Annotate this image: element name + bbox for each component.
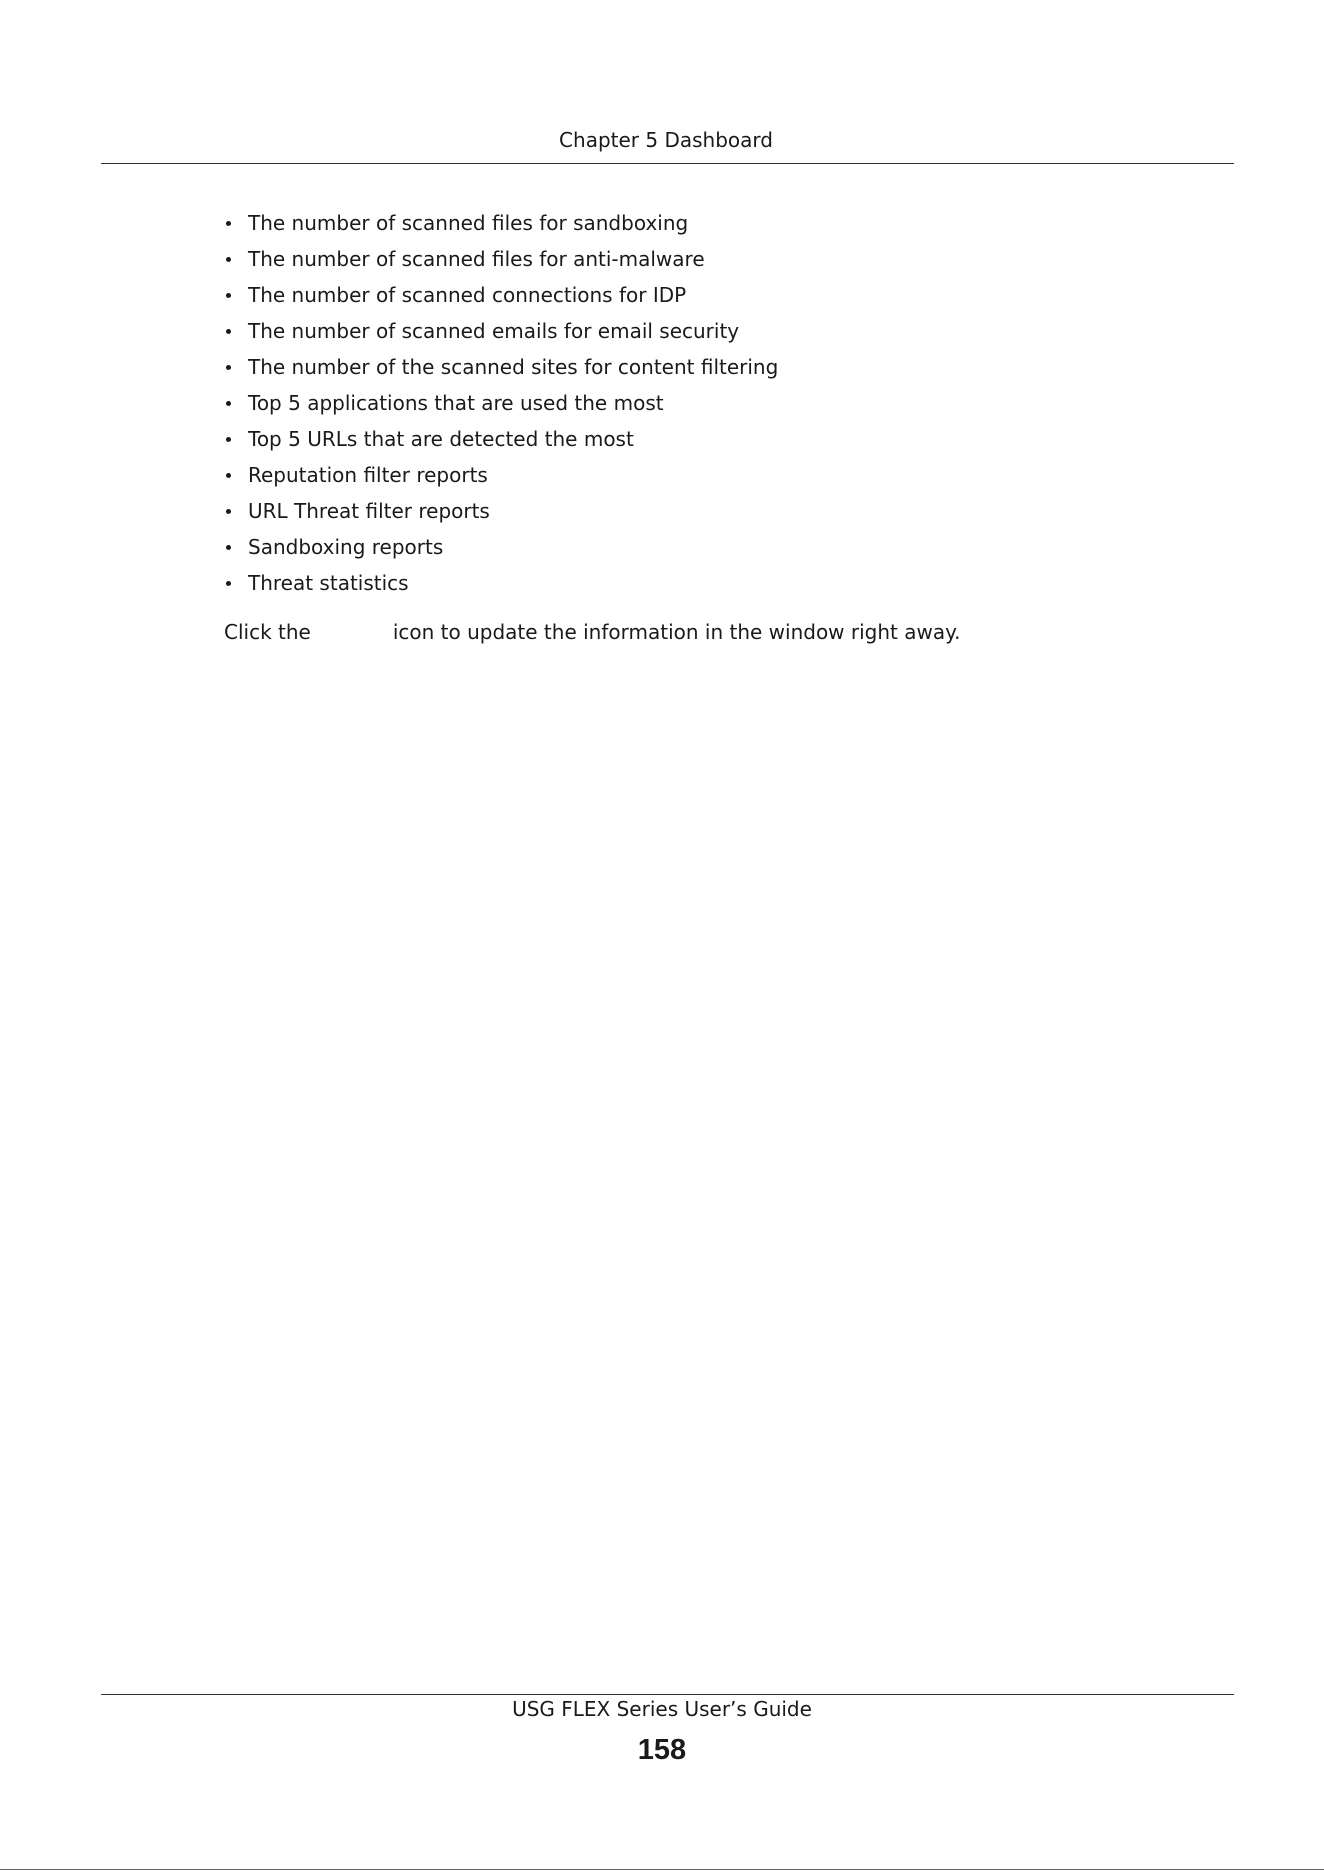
list-item: The number of the scanned sites for content filtering [222,352,778,388]
list-item: The number of scanned files for sandboxing [222,208,778,244]
feature-list [222,208,778,604]
refresh-instruction [224,617,960,647]
list-item: URL Threat filter reports [222,496,778,532]
refresh-text-before: Click the [224,620,311,644]
page-number: 158 [637,1734,687,1766]
list-item: Threat statistics [222,568,778,604]
header-rule [101,163,1234,164]
refresh-text-after: icon to update the information in the window right away. [392,620,961,644]
list-item: The number of scanned connections for IDP [222,280,778,316]
refresh-icon [311,624,393,644]
list-item: The number of scanned emails for email security [222,316,778,352]
list-item: Top 5 applications that are used the most [222,388,778,424]
list-item: Reputation filter reports [222,460,778,496]
page-bottom-edge [0,1869,1324,1870]
list-item: Top 5 URLs that are detected the most [222,424,778,460]
list-item: Sandboxing reports [222,532,778,568]
footer-guide-title: USG FLEX Series User’s Guide [512,1697,812,1721]
list-item: The number of scanned files for anti-malware [222,244,778,280]
page-header-title: Chapter 5 Dashboard [559,128,773,152]
